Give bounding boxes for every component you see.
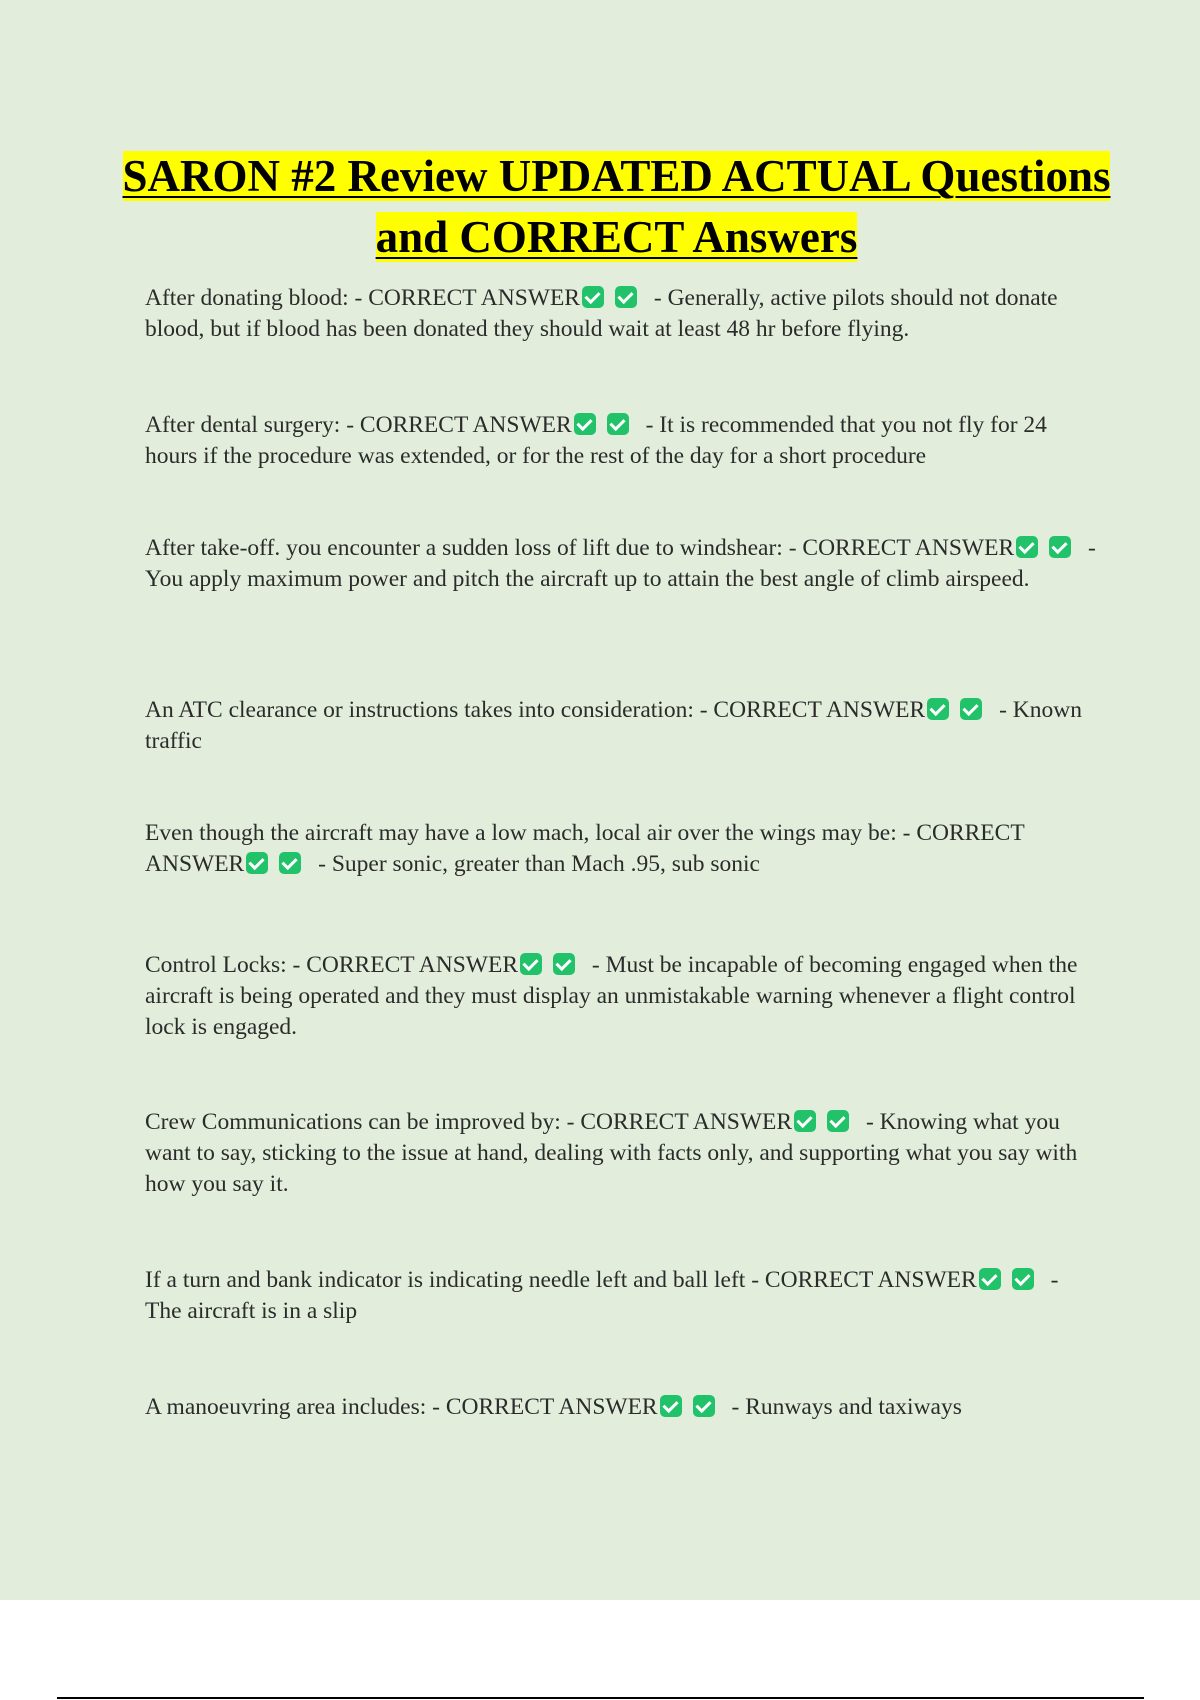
question-text: Crew Communications can be improved by: <box>145 1109 561 1135</box>
answer-text: Super sonic, greater than Mach .95, sub sonic <box>331 851 760 877</box>
qa-item <box>145 950 1100 1043</box>
green-checkbox-icon <box>246 852 268 874</box>
separator: - <box>993 697 1013 723</box>
answer-text: You apply maximum power and pitch the aircraft up to attain the best angle of climb airspeed. <box>145 566 1030 592</box>
separator: - <box>896 820 917 846</box>
green-checkbox-icon <box>553 953 575 975</box>
separator: - <box>860 1109 880 1135</box>
green-checkbox-icon <box>607 413 629 435</box>
separator: - <box>340 412 360 438</box>
green-checkbox-icon <box>1016 536 1038 558</box>
answer-text: Runways and taxiways <box>745 1394 962 1420</box>
question-text: Even though the aircraft may have a low mach, local air over the wings may be: <box>145 820 897 846</box>
qa-item <box>145 283 1100 345</box>
separator: - <box>745 1267 765 1293</box>
separator: - <box>725 1394 746 1420</box>
answer-label: CORRECT ANSWER <box>359 412 572 438</box>
green-checkbox-icon <box>960 698 982 720</box>
qa-item <box>145 1107 1100 1200</box>
answer-label: CORRECT ANSWER <box>802 535 1015 561</box>
separator: - <box>639 412 660 438</box>
question-text: An ATC clearance or instructions takes into consideration: <box>145 697 694 723</box>
green-checkbox-icon <box>660 1395 682 1417</box>
answer-label: CORRECT ANSWER <box>145 820 1025 877</box>
question-text: After take-off. you encounter a sudden loss of lift due to windshear: <box>145 535 783 561</box>
answer-text: Generally, active pilots should not donate blood, but if blood has been donated they should wait at least 48 hr before flying. <box>145 285 1058 342</box>
question-text: After donating blood: <box>145 285 349 311</box>
green-checkbox-icon <box>615 286 637 308</box>
title-text: SARON #2 Review UPDATED ACTUAL Questions and CORRECT Answers <box>122 151 1111 262</box>
separator: - <box>782 535 803 561</box>
answer-label: CORRECT ANSWER <box>580 1109 793 1135</box>
answer-label: CORRECT ANSWER <box>445 1394 658 1420</box>
qa-item <box>145 695 1100 757</box>
green-checkbox-icon <box>279 852 301 874</box>
separator: - <box>586 952 606 978</box>
separator: - <box>286 952 307 978</box>
answer-label: CORRECT ANSWER <box>368 285 580 311</box>
separator: - <box>312 851 332 877</box>
qa-item <box>145 410 1100 472</box>
answer-text: Must be incapable of becoming engaged when the aircraft is being operated and they must display an unmistakable warning whenever a flight control lock is engaged. <box>145 952 1078 1040</box>
question-text: A manoeuvring area includes: <box>145 1394 427 1420</box>
green-checkbox-icon <box>794 1110 816 1132</box>
green-checkbox-icon <box>827 1110 849 1132</box>
green-checkbox-icon <box>979 1268 1001 1290</box>
qa-item <box>145 533 1100 595</box>
separator: - <box>647 285 668 311</box>
question-text: After dental surgery: <box>145 412 341 438</box>
answer-text: Known traffic <box>145 697 1082 754</box>
green-checkbox-icon <box>1049 536 1071 558</box>
footer-rule <box>57 1697 1144 1699</box>
answer-text: The aircraft is in a slip <box>145 1298 358 1324</box>
answer-label: CORRECT ANSWER <box>713 697 926 723</box>
qa-item <box>145 818 1100 880</box>
qa-item <box>145 1392 1100 1423</box>
answer-text: It is recommended that you not fly for 24 hours if the procedure was extended, or for the rest of the day for a short procedure <box>145 412 1047 469</box>
green-checkbox-icon <box>693 1395 715 1417</box>
separator: - <box>348 285 369 311</box>
separator: - <box>426 1394 446 1420</box>
green-checkbox-icon <box>520 953 542 975</box>
question-text: Control Locks: <box>145 952 287 978</box>
separator: - <box>1044 1267 1059 1293</box>
green-checkbox-icon <box>927 698 949 720</box>
question-text: If a turn and bank indicator is indicating needle left and ball left <box>145 1267 746 1293</box>
qa-item <box>145 1265 1100 1327</box>
answer-label: CORRECT ANSWER <box>306 952 518 978</box>
separator: - <box>693 697 714 723</box>
green-checkbox-icon <box>574 413 596 435</box>
document-title <box>100 146 1133 268</box>
separator: - <box>1082 535 1096 561</box>
separator: - <box>560 1109 581 1135</box>
green-checkbox-icon <box>1012 1268 1034 1290</box>
answer-label: CORRECT ANSWER <box>764 1267 977 1293</box>
answer-text: Knowing what you want to say, sticking to the issue at hand, dealing with facts only, and supporting what you say with how you say it. <box>145 1109 1078 1197</box>
green-checkbox-icon <box>582 286 604 308</box>
